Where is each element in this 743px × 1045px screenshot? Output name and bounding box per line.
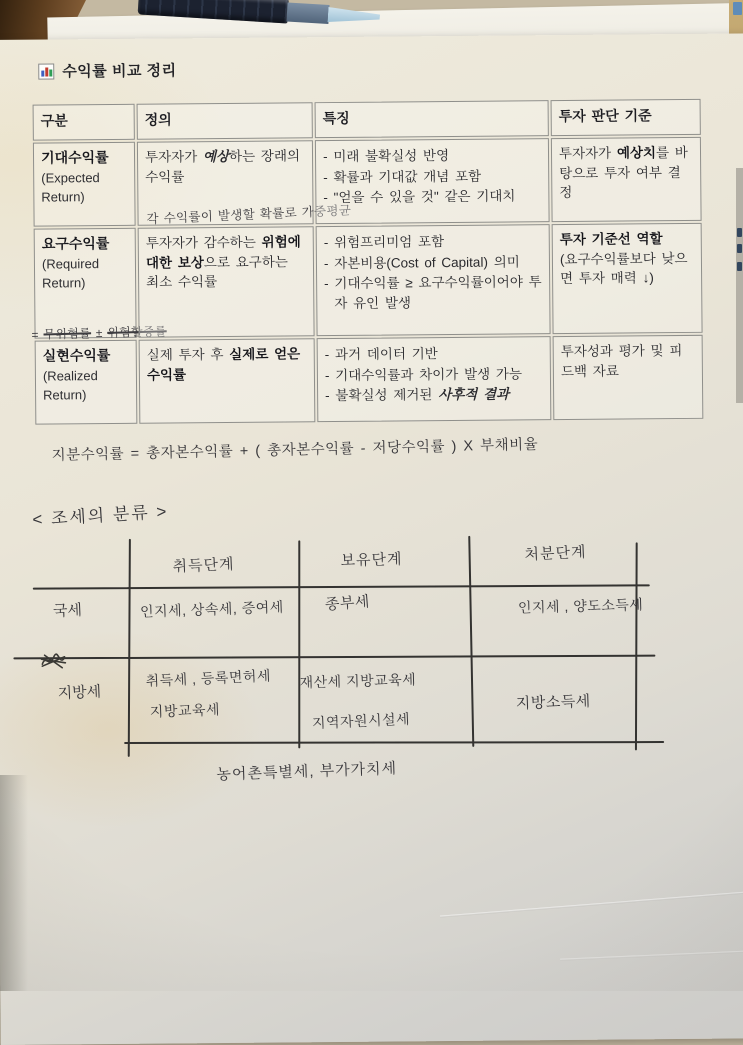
- tax-table-hline-3: [124, 741, 664, 744]
- tax-national-disposal: 인지세 , 양도소득세: [517, 596, 644, 616]
- tax-local-holding-line1: 재산세 지방교육세: [299, 671, 417, 691]
- cell-criteria-expected-return: 투자자가 예상치를 바탕으로 투자 여부 결정: [551, 137, 702, 222]
- tax-col-acquisition-stage: 취득단계: [172, 555, 235, 576]
- pen-body: [138, 0, 289, 24]
- pen-grip: [286, 2, 329, 24]
- scratched-out-scribble: [39, 651, 68, 672]
- tax-local-acquisition-line1: 취득세 , 등록면허세: [145, 667, 272, 689]
- tax-table-vline-2: [298, 540, 300, 748]
- cell-definition-realized-return: 실제 투자 후 실제로 얻은 수익률: [139, 338, 316, 424]
- col-header-features: 특징: [315, 100, 549, 138]
- cell-criteria-required-return: 투자 기준선 역할 (요구수익률보다 낮으면 투자 매력 ↓): [552, 223, 703, 334]
- tax-national-holding: 종부세: [324, 593, 371, 614]
- tax-national-acquisition: 인지세, 상속세, 증여세: [139, 598, 284, 620]
- handwritten-note-weighted-average: 각 수익률이 발생할 확률로 가중평균: [146, 203, 352, 227]
- document-title: [38, 59, 176, 81]
- blue-mark: [737, 244, 742, 253]
- tax-table-vline-4: [635, 542, 637, 750]
- bar-chart-icon: [38, 63, 54, 79]
- col-header-criteria: 투자 판단 기준: [551, 99, 701, 136]
- cell-features-realized-return: - 과거 데이터 기반 - 기대수익률과 차이가 발생 가능 - 불확실성 제거된 사후적 결과: [317, 336, 552, 422]
- blue-mark: [737, 262, 742, 271]
- col-header-definition: 정의: [137, 102, 313, 140]
- cell-criteria-realized-return: 투자성과 평가 및 피드백 자료: [553, 335, 704, 420]
- tax-table-vline-3: [468, 536, 474, 747]
- blue-mark: [737, 228, 742, 237]
- paper-sheet: [0, 33, 743, 1045]
- returns-comparison-table: [33, 99, 704, 425]
- paper-edge-shadow: [0, 775, 28, 991]
- cell-term-required-return: 요구수익률 (Required Return) = 무위험률 ± 위험할증률: [34, 228, 137, 339]
- tax-row-label-national: 국세: [52, 601, 83, 620]
- cell-features-required-return: - 위험프리미엄 포함 - 자본비용(Cost of Capital) 의미 - 기대수익률 ≥ 요구수익률이어야 투자 유인 발생: [316, 224, 551, 336]
- pen-tip: [328, 7, 381, 25]
- cell-features-expected-return: - 미래 불확실성 반영 - 확률과 기대값 개념 포함 - "얻을 수 있을 것" 같은 기대치: [315, 138, 550, 224]
- paper-crease: [560, 950, 743, 961]
- tax-table-hline-1: [33, 584, 650, 589]
- blue-item: [733, 2, 742, 15]
- tax-local-acquisition-line2: 지방교육세: [149, 701, 221, 720]
- tax-table-hline-2: [13, 655, 655, 659]
- page-title: 수익률 비교 정리: [62, 62, 177, 81]
- paper-crease: [440, 890, 743, 918]
- handwritten-note-riskfree-plus-premium: = 무위험률 ± 위험할증률: [31, 323, 167, 342]
- tax-table-vline-1: [128, 539, 131, 757]
- cell-definition-required-return: 투자자가 감수하는 위험에 대한 보상으로 요구하는 최소 수익률: [138, 226, 315, 338]
- adjacent-item-edge: [736, 168, 743, 403]
- tax-col-disposal-stage: 처분단계: [524, 543, 587, 564]
- tax-local-disposal: 지방소득세: [515, 692, 592, 713]
- cell-definition-expected-return: 투자자가 예상하는 장래의 수익률 각 수익률이 발생할 확률로 가중평균: [137, 140, 314, 226]
- handwritten-equity-yield-formula: 지분수익률 = 총자본수익률 + ( 총자본수익률 - 저당수익률 ) X 부채비율: [51, 436, 539, 464]
- tax-row-label-local: 지방세: [57, 683, 102, 703]
- tax-local-holding-line2: 지역자원시설세: [311, 710, 411, 731]
- col-header-category: 구분: [33, 104, 135, 141]
- handwritten-section-heading-tax-classification: < 조세의 분류 >: [31, 501, 169, 530]
- tax-table-footnote: 농어촌특별세, 부가가치세: [216, 760, 398, 784]
- cell-term-realized-return: 실현수익률 (Realized Return): [35, 340, 138, 425]
- tax-col-holding-stage: 보유단계: [340, 550, 403, 570]
- cell-term-expected-return: 기대수익률 (Expected Return): [33, 142, 136, 227]
